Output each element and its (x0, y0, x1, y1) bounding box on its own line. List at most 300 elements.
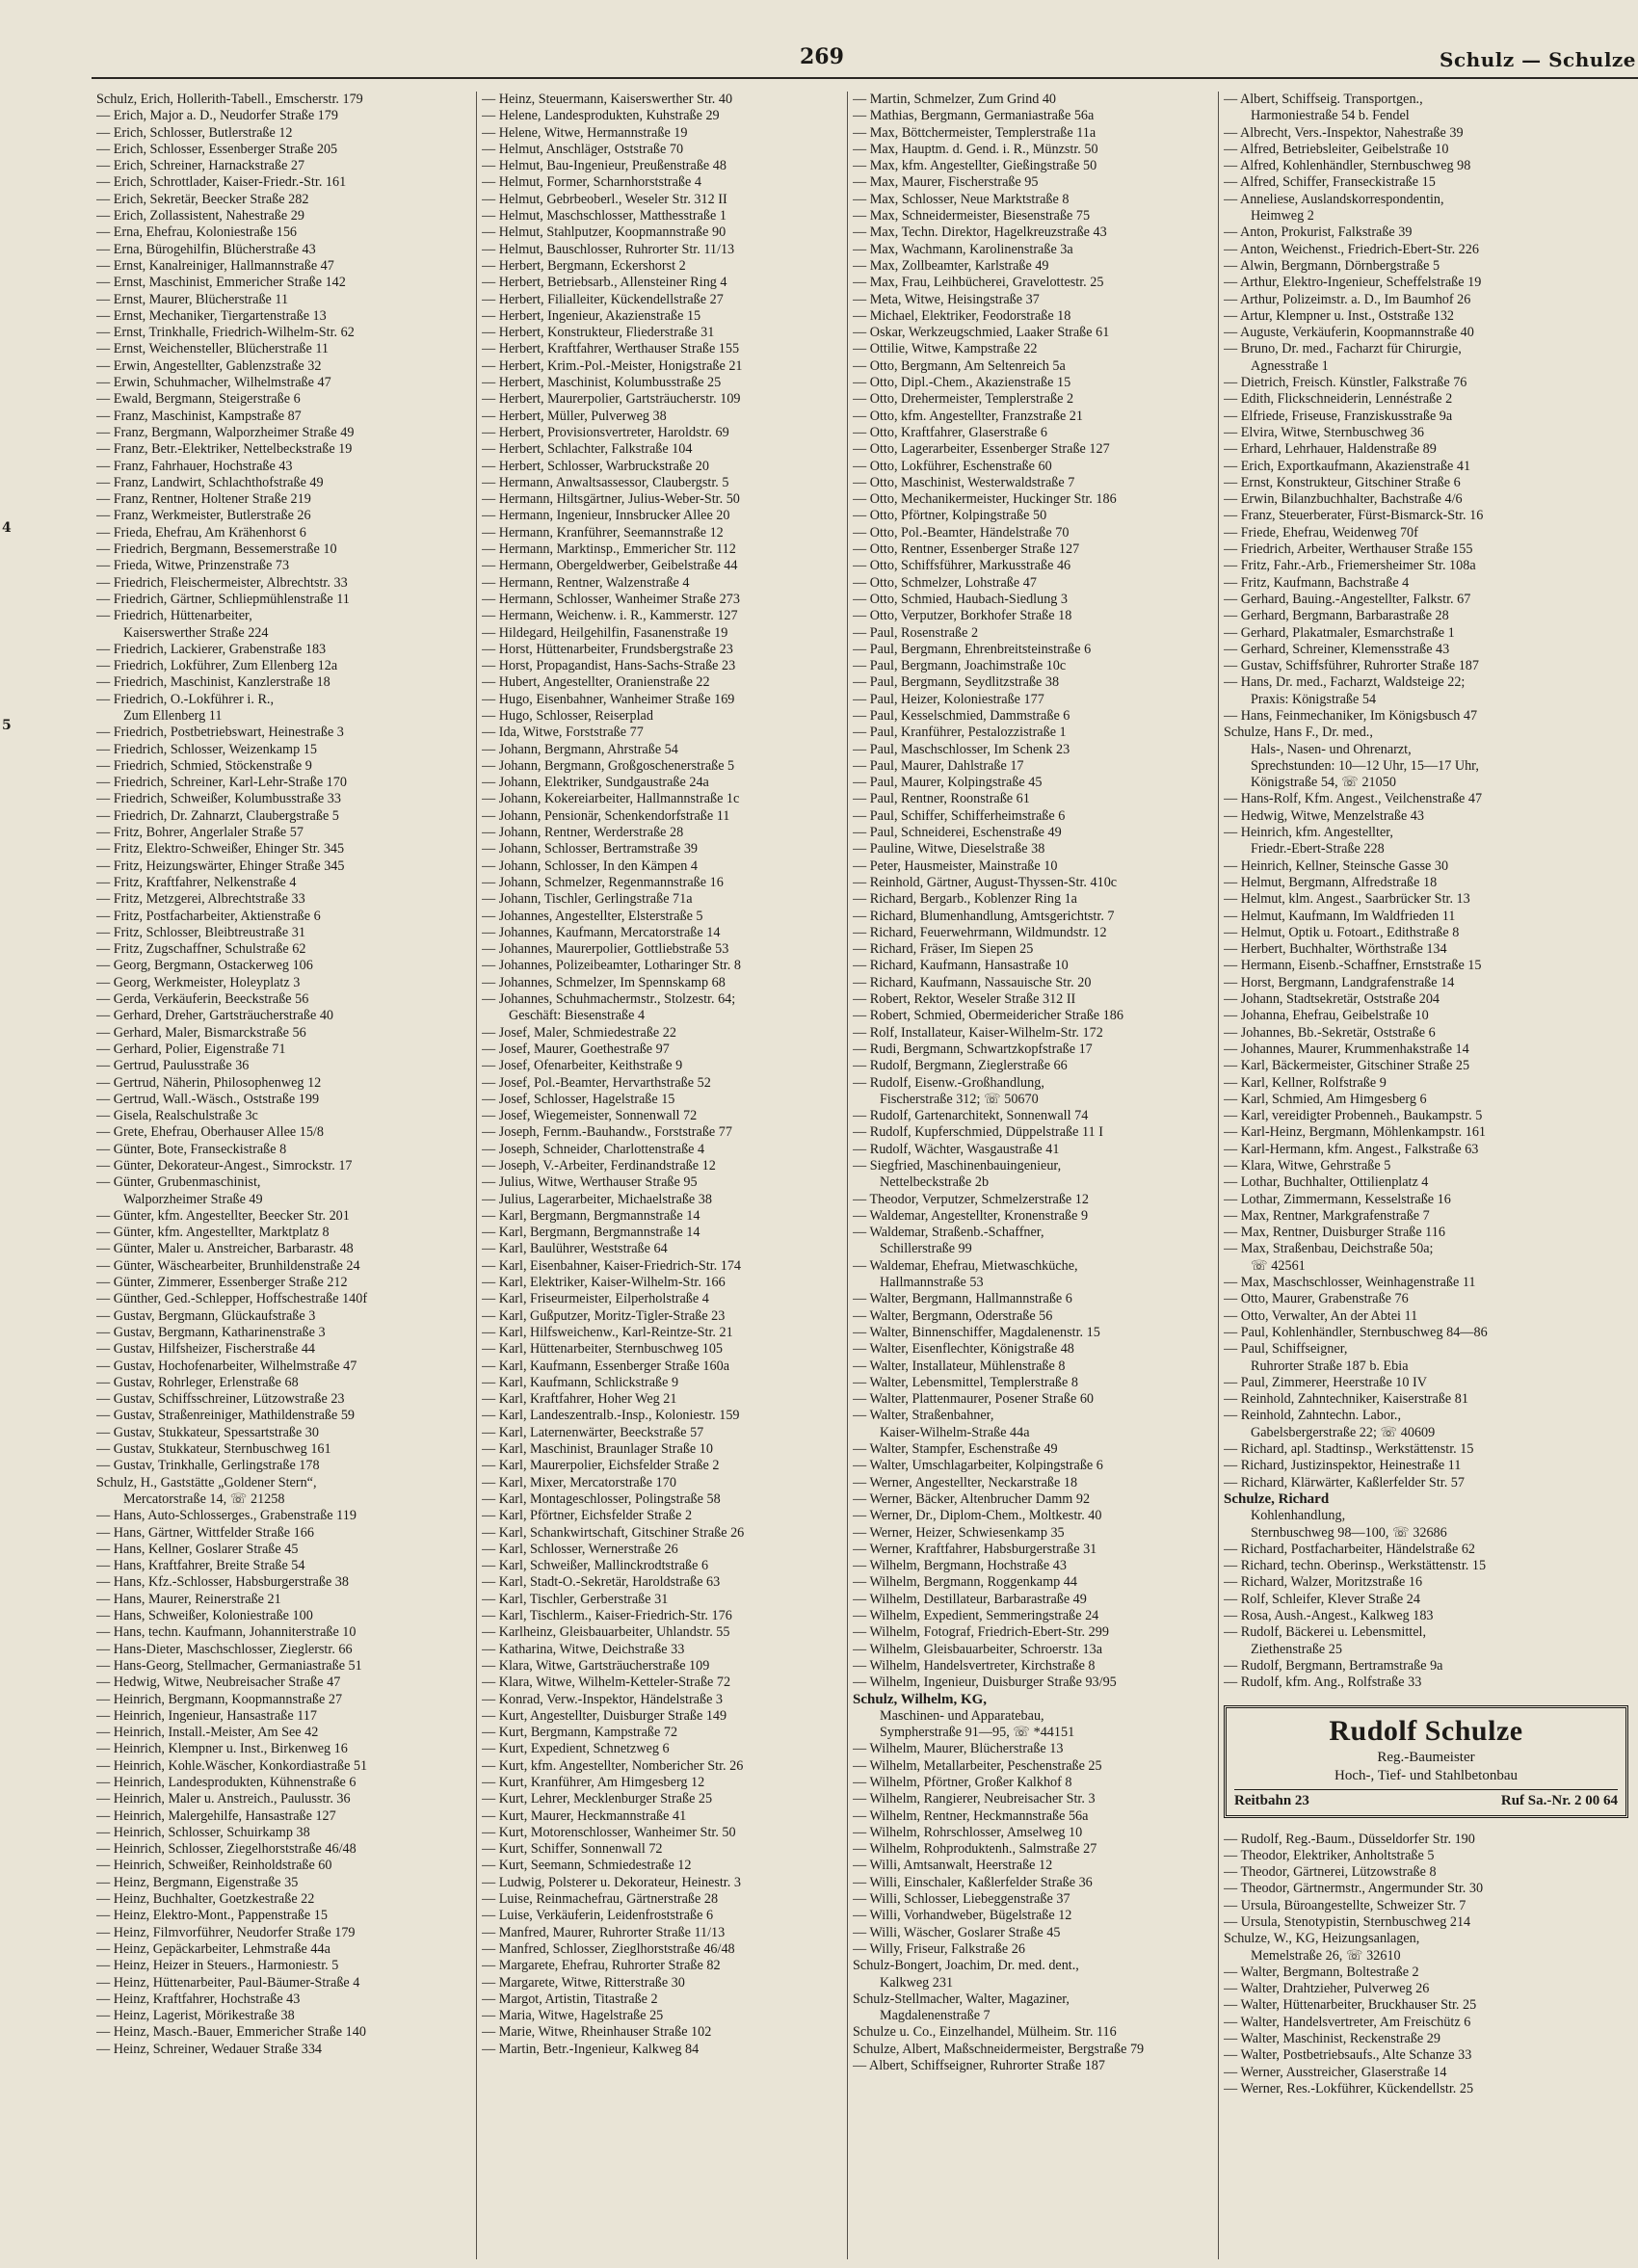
directory-entry: — Max, Hauptm. d. Gend. i. R., Münzstr. 50 (853, 141, 1098, 157)
directory-entry: Königstraße 54, ☏ 21050 (1251, 775, 1396, 791)
directory-entry: — Richard, apl. Stadtinsp., Werkstättenstr. 15 (1224, 1441, 1474, 1458)
directory-entry: — Helene, Witwe, Hermannstraße 19 (482, 124, 688, 141)
directory-entry: — Fritz, Fahr.-Arb., Friemersheimer Str. 108a (1224, 558, 1476, 574)
directory-entry: — Heinrich, Landesprodukten, Kühnenstraße 6 (96, 1774, 357, 1790)
directory-entry: — Paul, Rosenstraße 2 (853, 624, 979, 641)
directory-entry: — Werner, Dr., Diplom-Chem., Moltkestr. 40 (853, 1508, 1102, 1524)
directory-entry: — Heinrich, Maler u. Anstreich., Paulusstr. 36 (96, 1791, 351, 1807)
directory-entry: Geschäft: Biesenstraße 4 (509, 1008, 646, 1024)
directory-entry: — Rudolf, Gartenarchitekt, Sonnenwall 74 (853, 1108, 1089, 1124)
directory-entry: — Karl, Elektriker, Kaiser-Wilhelm-Str. 166 (482, 1275, 726, 1291)
directory-entry: — Theodor, Verputzer, Schmelzerstraße 12 (853, 1191, 1089, 1207)
directory-entry: — Reinhold, Gärtner, August-Thyssen-Str. 410c (853, 874, 1118, 890)
directory-entry: — Richard, Kaufmann, Nassauische Str. 20 (853, 974, 1092, 990)
directory-entry: — Gustav, Schiffsführer, Ruhrorter Straße 187 (1224, 658, 1479, 674)
directory-entry: — Helmut, Bau-Ingenieur, Preußenstraße 48 (482, 158, 727, 174)
directory-entry: — Karl, Kraftfahrer, Hoher Weg 21 (482, 1391, 677, 1408)
directory-entry: — Gustav, Bergmann, Katharinenstraße 3 (96, 1324, 326, 1340)
directory-entry: — Hans, Maurer, Reinerstraße 21 (96, 1591, 281, 1607)
directory-entry: — Ottilie, Witwe, Kampstraße 22 (853, 341, 1038, 357)
directory-entry: — Walter, Bergmann, Boltestraße 2 (1224, 1964, 1419, 1980)
directory-entry: — Walter, Postbetriebsaufs., Alte Schanze 33 (1224, 2047, 1472, 2064)
directory-entry: — Rudolf, Kupferschmied, Düppelstraße 11 I (853, 1124, 1103, 1141)
directory-column-3 (848, 92, 1219, 2259)
directory-entry: — Albert, Schiffseigner, Ruhrorter Straße 187 (853, 2058, 1105, 2074)
directory-entry: — Richard, techn. Oberinsp., Werkstättenstr. 15 (1224, 1558, 1487, 1574)
directory-entry: — Gustav, Hochofenarbeiter, Wilhelmstraße 47 (96, 1358, 357, 1374)
directory-entry: — Paul, Schiffer, Schifferheimstraße 6 (853, 807, 1066, 824)
directory-entry: — Otto, Rentner, Essenberger Straße 127 (853, 541, 1080, 558)
directory-entry: Ziethenstraße 25 (1251, 1641, 1342, 1657)
directory-entry: — Heinrich, Bergmann, Koopmannstraße 27 (96, 1691, 343, 1707)
directory-entry: — Waldemar, Angestellter, Kronenstraße 9 (853, 1207, 1089, 1224)
directory-entry: — Edith, Flickschneiderin, Lennéstraße 2 (1224, 391, 1453, 408)
directory-entry: — Johann, Bergmann, Ahrstraße 54 (482, 741, 678, 757)
directory-entry: — Gustav, Bergmann, Glückaufstraße 3 (96, 1307, 316, 1324)
directory-entry: Memelstraße 26, ☏ 32610 (1251, 1947, 1401, 1964)
directory-entry: — Dietrich, Freisch. Künstler, Falkstraße 76 (1224, 375, 1467, 391)
directory-entry: — Paul, Bergmann, Ehrenbreitsteinstraße 6 (853, 641, 1092, 657)
directory-entry: — Rudolf, Bergmann, Bertramstraße 9a (1224, 1657, 1443, 1674)
ad-services: Hoch-, Tief- und Stahlbetonbau (1334, 1767, 1518, 1783)
directory-entry: — Wilhelm, Gleisbauarbeiter, Schroerstr. 13a (853, 1641, 1103, 1657)
directory-entry: — Hugo, Schlosser, Reiserplad (482, 707, 653, 724)
directory-entry: — Johann, Rentner, Werderstraße 28 (482, 825, 684, 841)
directory-entry: — Franz, Bergmann, Walporzheimer Straße 49 (96, 424, 355, 440)
directory-entry: — Günter, kfm. Angestellter, Marktplatz 8 (96, 1225, 330, 1241)
directory-entry: — Willi, Amtsanwalt, Heerstraße 12 (853, 1858, 1053, 1874)
directory-entry: — Herbert, Provisionsvertreter, Haroldstr. 69 (482, 424, 729, 440)
directory-entry: — Werner, Bäcker, Altenbrucher Damm 92 (853, 1490, 1091, 1507)
directory-entry: — Kurt, Seemann, Schmiedestraße 12 (482, 1858, 692, 1874)
directory-entry: — Hubert, Angestellter, Oranienstraße 22 (482, 674, 710, 691)
directory-entry: Schulze u. Co., Einzelhandel, Mülheim. Str. 116 (853, 2024, 1117, 2041)
directory-entry: — Johannes, Polizeibeamter, Lotharinger Str. 8 (482, 958, 741, 974)
directory-entry: — Hermann, Obergeldwerber, Geibelstraße 44 (482, 558, 738, 574)
directory-entry: — Josef, Wiegemeister, Sonnenwall 72 (482, 1108, 698, 1124)
directory-entry: — Hermann, Eisenb.-Schaffner, Ernststraße 15 (1224, 958, 1482, 974)
directory-entry: — Erich, Zollassistent, Nahestraße 29 (96, 208, 304, 224)
directory-entry: — Heinrich, Schweißer, Reinholdstraße 60 (96, 1858, 332, 1874)
directory-entry: — Gerhard, Dreher, Gartsträucherstraße 40 (96, 1008, 334, 1024)
directory-entry: — Johann, Bergmann, Großgoschenerstraße 5 (482, 757, 735, 774)
directory-entry: — Johannes, Kaufmann, Mercatorstraße 14 (482, 924, 721, 940)
directory-entry: — Gustav, Stukkateur, Sternbuschweg 161 (96, 1441, 331, 1458)
directory-entry: — Heinz, Filmvorführer, Neudorfer Straße 179 (96, 1924, 356, 1940)
directory-entry: — Josef, Ofenarbeiter, Keithstraße 9 (482, 1058, 683, 1074)
directory-entry: — Kurt, Expedient, Schnetzweg 6 (482, 1741, 670, 1757)
directory-entry: — Theodor, Elektriker, Anholtstraße 5 (1224, 1847, 1435, 1863)
directory-entry: Kaiser-Wilhelm-Straße 44a (880, 1424, 1030, 1440)
directory-entry: — Wilhelm, Maurer, Blücherstraße 13 (853, 1741, 1064, 1757)
directory-entry: — Waldemar, Straßenb.-Schaffner, (853, 1225, 1044, 1241)
directory-entry: — Richard, Bergarb., Koblenzer Ring 1a (853, 891, 1077, 908)
directory-entry: — Otto, Bergmann, Am Seltenreich 5a (853, 357, 1066, 374)
directory-entry: — Heinz, Masch.-Bauer, Emmericher Straße 140 (96, 2024, 366, 2041)
directory-entry: — Richard, Feuerwehrmann, Wildmundstr. 12 (853, 924, 1107, 940)
directory-entry: — Klara, Witwe, Wilhelm-Ketteler-Straße 72 (482, 1675, 731, 1691)
directory-entry: — Herbert, Filialleiter, Kückendellstraße 27 (482, 291, 724, 307)
directory-entry: — Paul, Rentner, Roonstraße 61 (853, 791, 1030, 807)
directory-entry: — Artur, Klempner u. Inst., Oststraße 132 (1224, 307, 1455, 324)
directory-entry: — Friedrich, Gärtner, Schliepmühlenstraße 11 (96, 591, 350, 607)
directory-entry: — Wilhelm, Bergmann, Hochstraße 43 (853, 1558, 1067, 1574)
directory-entry: — Otto, kfm. Angestellter, Franzstraße 21 (853, 408, 1083, 424)
directory-entry: — Helmut, Optik u. Fotoart., Edithstraße 8 (1224, 924, 1460, 940)
directory-entry: — Wilhelm, Rangierer, Neubreisacher Str. 3 (853, 1791, 1096, 1807)
directory-entry: — Hermann, Anwaltsassessor, Claubergstr. 5 (482, 474, 729, 490)
directory-entry: — Kurt, Bergmann, Kampstraße 72 (482, 1725, 678, 1741)
directory-entry: — Richard, Klärwärter, Kaßlerfelder Str. 57 (1224, 1474, 1465, 1490)
directory-entry: — Erwin, Schuhmacher, Wilhelmstraße 47 (96, 375, 331, 391)
directory-entry: — Max, Schlosser, Neue Marktstraße 8 (853, 191, 1070, 207)
directory-entry: — Heinz, Buchhalter, Goetzkestraße 22 (96, 1891, 315, 1908)
directory-entry: — Karl-Hermann, kfm. Angest., Falkstraße 63 (1224, 1141, 1479, 1157)
directory-entry: — Karl, Maurerpolier, Eichsfelder Straße 2 (482, 1458, 720, 1474)
directory-entry: — Richard, Kaufmann, Hansastraße 10 (853, 958, 1069, 974)
directory-entry: — Heinz, Schreiner, Wedauer Straße 334 (96, 2041, 323, 2057)
directory-entry: — Lothar, Buchhalter, Ottilienplatz 4 (1224, 1174, 1429, 1191)
directory-entry: — Albrecht, Vers.-Inspektor, Nahestraße 39 (1224, 124, 1464, 141)
directory-entry: — Hugo, Eisenbahner, Wanheimer Straße 169 (482, 691, 735, 707)
directory-entry: — Walter, Binnenschiffer, Magdalenenstr. 15 (853, 1324, 1100, 1340)
directory-entry: — Mathias, Bergmann, Germaniastraße 56a (853, 108, 1095, 124)
directory-entry: — Theodor, Gärtnerei, Lützowstraße 8 (1224, 1864, 1437, 1881)
ad-address: Reitbahn 23 (1234, 1792, 1309, 1808)
directory-entry: Mercatorstraße 14, ☏ 21258 (123, 1490, 285, 1507)
directory-entry: Ruhrorter Straße 187 b. Ebia (1251, 1358, 1409, 1374)
directory-entry: — Willy, Friseur, Falkstraße 26 (853, 1940, 1025, 1957)
directory-entry: — Werner, Kraftfahrer, Habsburgerstraße 31 (853, 1541, 1097, 1557)
directory-entry: — Rudolf, kfm. Ang., Rolfstraße 33 (1224, 1675, 1422, 1691)
directory-entry: — Gerhard, Schreiner, Klemensstraße 43 (1224, 641, 1450, 657)
directory-entry: — Friedrich, Lokführer, Zum Ellenberg 12a (96, 658, 338, 674)
directory-entry: — Helmut, klm. Angest., Saarbrücker Str. 13 (1224, 891, 1470, 908)
directory-entry: Schulz-Bongert, Joachim, Dr. med. dent., (853, 1958, 1079, 1974)
directory-entry: — Fritz, Metzgerei, Albrechtstraße 33 (96, 891, 305, 908)
directory-entry: — Gustav, Trinkhalle, Gerlingstraße 178 (96, 1458, 320, 1474)
directory-entry: — Friedrich, Arbeiter, Werthauser Straße 155 (1224, 541, 1473, 558)
directory-entry: — Friedrich, Dr. Zahnarzt, Claubergstraße 5 (96, 807, 339, 824)
directory-entry: — Joseph, Fernm.-Bauhandw., Forststraße 77 (482, 1124, 732, 1141)
directory-entry: — Paul, Kranführer, Pestalozzistraße 1 (853, 725, 1067, 741)
directory-entry: — Paul, Bergmann, Joachimstraße 10c (853, 658, 1067, 674)
directory-entry: — Rudolf, Bergmann, Zieglerstraße 66 (853, 1058, 1068, 1074)
directory-entry: — Alwin, Bergmann, Dörnbergstraße 5 (1224, 257, 1440, 274)
directory-entry: — Gertrud, Näherin, Philosophenweg 12 (96, 1074, 322, 1091)
directory-entry: Praxis: Königstraße 54 (1251, 691, 1377, 707)
directory-entry: — Walter, Maschinist, Reckenstraße 29 (1224, 2031, 1440, 2047)
directory-entry: — Max, Schneidermeister, Biesenstraße 75 (853, 208, 1091, 224)
directory-entry: — Hans, Dr. med., Facharzt, Waldsteige 22; (1224, 674, 1466, 691)
directory-entry: — Kurt, Lehrer, Mecklenburger Straße 25 (482, 1791, 713, 1807)
directory-entry: — Michael, Elektriker, Feodorstraße 18 (853, 307, 1071, 324)
directory-entry: Schulz-Stellmacher, Walter, Magaziner, (853, 1991, 1070, 2007)
directory-entry: — Friedrich, Schlosser, Weizenkamp 15 (96, 741, 317, 757)
directory-entry: — Karl, Pförtner, Eichsfelder Straße 2 (482, 1508, 693, 1524)
directory-entry: — Heinrich, Ingenieur, Hansastraße 117 (96, 1707, 317, 1724)
directory-entry: — Ernst, Maurer, Blücherstraße 11 (96, 291, 289, 307)
directory-entry: — Herbert, Ingenieur, Akazienstraße 15 (482, 307, 701, 324)
directory-entry: — Johann, Stadtsekretär, Oststraße 204 (1224, 991, 1440, 1008)
directory-entry: Agnesstraße 1 (1251, 357, 1329, 374)
directory-entry: — Meta, Witwe, Heisingstraße 37 (853, 291, 1040, 307)
directory-entry: — Richard, Blumenhandlung, Amtsgerichtstr. 7 (853, 908, 1115, 924)
directory-entry: — Johann, Tischler, Gerlingstraße 71a (482, 891, 693, 908)
directory-entry: Schillerstraße 99 (880, 1241, 972, 1257)
directory-entry: — Johannes, Angestellter, Elsterstraße 5 (482, 908, 703, 924)
directory-entry: — Otto, Verwalter, An der Abtei 11 (1224, 1307, 1418, 1324)
directory-entry: — Max, Techn. Direktor, Hagelkreuzstraße 43 (853, 224, 1107, 241)
directory-entry: — Hans, Kraftfahrer, Breite Straße 54 (96, 1558, 305, 1574)
directory-entry: — Karl, Schlosser, Wernerstraße 26 (482, 1541, 678, 1557)
directory-entry: — Hermann, Ingenieur, Innsbrucker Allee 20 (482, 508, 730, 524)
directory-entry: — Friedrich, Schmied, Stöckenstraße 9 (96, 757, 312, 774)
directory-entry: — Johann, Elektriker, Sundgaustraße 24a (482, 775, 709, 791)
directory-entry: — Gertrud, Wall.-Wäsch., Oststraße 199 (96, 1091, 320, 1107)
directory-entry: — Arthur, Polizeimstr. a. D., Im Baumhof 26 (1224, 291, 1471, 307)
directory-entry: Kohlenhandlung, (1251, 1508, 1346, 1524)
directory-entry: — Ernst, Mechaniker, Tiergartenstraße 13 (96, 307, 327, 324)
directory-entry: — Karl, Maschinist, Braunlager Straße 10 (482, 1441, 713, 1458)
directory-entry: — Erich, Schrottlader, Kaiser-Friedr.-Str. 161 (96, 174, 347, 191)
directory-column-1 (92, 92, 477, 2259)
directory-entry: — Otto, Kraftfahrer, Glaserstraße 6 (853, 424, 1047, 440)
directory-entry: — Franz, Rentner, Holtener Straße 219 (96, 491, 311, 508)
directory-entry: — Gustav, Straßenreiniger, Mathildenstraße 59 (96, 1408, 356, 1424)
directory-entry: — Otto, Maschinist, Westerwaldstraße 7 (853, 474, 1075, 490)
directory-entry: — Fritz, Kaufmann, Bachstraße 4 (1224, 574, 1410, 591)
directory-entry: Schulze, Richard (1224, 1490, 1330, 1507)
directory-entry: — Johannes, Schuhmachermstr., Stolzestr. 64; (482, 991, 736, 1008)
directory-entry: — Heinrich, Kellner, Steinsche Gasse 30 (1224, 857, 1449, 874)
directory-entry: — Rudolf, Bäckerei u. Lebensmittel, (1224, 1624, 1426, 1641)
directory-entry: — Karl, Bergmann, Bergmannstraße 14 (482, 1225, 700, 1241)
directory-entry: — Erich, Schlosser, Butlerstraße 12 (96, 124, 293, 141)
directory-entry: — Helmut, Kaufmann, Im Waldfrieden 11 (1224, 908, 1456, 924)
directory-entry: — Karlheinz, Gleisbauarbeiter, Uhlandstr. 55 (482, 1624, 730, 1641)
directory-entry: Schulze, Albert, Maßschneidermeister, Bergstraße 79 (853, 2041, 1145, 2057)
directory-entry: — Heinrich, Kohle.Wäscher, Konkordiastraße 51 (96, 1757, 368, 1774)
directory-entry: Walporzheimer Straße 49 (123, 1191, 263, 1207)
directory-entry: — Karl, Tischler, Gerberstraße 31 (482, 1591, 669, 1607)
margin-mark: 5 (2, 718, 12, 733)
directory-entry: — Erich, Major a. D., Neudorfer Straße 179 (96, 108, 338, 124)
directory-entry: — Günter, Grubenmaschinist, (96, 1174, 261, 1191)
directory-entry: — Robert, Rektor, Weseler Straße 312 II (853, 991, 1076, 1008)
directory-entry: — Hildegard, Heilgehilfin, Fasanenstraße 19 (482, 624, 728, 641)
directory-entry: — Willi, Wäscher, Goslarer Straße 45 (853, 1924, 1061, 1940)
directory-entry: — Manfred, Maurer, Ruhrorter Straße 11/13 (482, 1924, 726, 1940)
directory-entry: — Ludwig, Polsterer u. Dekorateur, Heinestr. 3 (482, 1874, 741, 1890)
directory-entry: — Fritz, Kraftfahrer, Nelkenstraße 4 (96, 874, 297, 890)
directory-entry: — Max, Frau, Leihbücherei, Gravelottestr. 25 (853, 275, 1104, 291)
directory-entry: — Max, Maurer, Fischerstraße 95 (853, 174, 1039, 191)
directory-entry: — Ernst, Weichensteller, Blücherstraße 11 (96, 341, 329, 357)
directory-entry: — Willi, Vorhandweber, Bügelstraße 12 (853, 1908, 1072, 1924)
directory-entry: — Karl, Bergmann, Bergmannstraße 14 (482, 1207, 700, 1224)
directory-entry: — Klara, Witwe, Gehrstraße 5 (1224, 1158, 1391, 1174)
directory-entry: — Karl, Hilfsweichenw., Karl-Reintze-Str. 21 (482, 1324, 733, 1340)
directory-entry: — Josef, Schlosser, Hagelstraße 15 (482, 1091, 675, 1107)
directory-entry: Magdalenenstraße 7 (880, 2008, 991, 2024)
directory-entry: — Rosa, Aush.-Angest., Kalkweg 183 (1224, 1608, 1434, 1624)
directory-entry: — Karl, Gußputzer, Moritz-Tigler-Straße 23 (482, 1307, 726, 1324)
directory-entry: — Heinz, Hüttenarbeiter, Paul-Bäumer-Straße 4 (96, 1974, 360, 1991)
directory-entry: — Herbert, Bergmann, Eckershorst 2 (482, 257, 686, 274)
directory-entry: — Richard, Walzer, Moritzstraße 16 (1224, 1574, 1423, 1591)
directory-entry: — Paul, Kohlenhändler, Sternbuschweg 84—86 (1224, 1324, 1488, 1340)
directory-entry: — Heinz, Bergmann, Eigenstraße 35 (96, 1874, 299, 1890)
directory-entry: — Erna, Bürogehilfin, Blücherstraße 43 (96, 241, 316, 257)
directory-entry: — Johann, Schmelzer, Regenmannstraße 16 (482, 874, 724, 890)
directory-entry: — Werner, Angestellter, Neckarstraße 18 (853, 1474, 1078, 1490)
directory-entry: — Heinz, Kraftfahrer, Hochstraße 43 (96, 1991, 301, 2007)
directory-entry: — Friedrich, Maschinist, Kanzlerstraße 18 (96, 674, 330, 691)
directory-entry: — Johanna, Ehefrau, Geibelstraße 10 (1224, 1008, 1429, 1024)
directory-entry: — Karl, Schmied, Am Himgesberg 6 (1224, 1091, 1427, 1107)
directory-entry: — Friedrich, Hüttenarbeiter, (96, 608, 252, 624)
directory-entry: — Kurt, Schiffer, Sonnenwall 72 (482, 1841, 663, 1858)
ad-phone: Ruf Sa.-Nr. 2 00 64 (1500, 1792, 1618, 1808)
directory-entry: Heimweg 2 (1251, 208, 1314, 224)
directory-entry: — Fritz, Postfacharbeiter, Aktienstraße 6 (96, 908, 321, 924)
directory-entry: — Kurt, Angestellter, Duisburger Straße 149 (482, 1707, 727, 1724)
directory-entry: — Franz, Landwirt, Schlachthofstraße 49 (96, 474, 324, 490)
directory-entry: — Elfriede, Friseuse, Franziskusstraße 9a (1224, 408, 1453, 424)
directory-entry: Schulze, W., KG, Heizungsanlagen, (1224, 1931, 1420, 1947)
directory-entry: — Walter, Stampfer, Eschenstraße 49 (853, 1441, 1058, 1458)
directory-entry: — Franz, Betr.-Elektriker, Nettelbeckstraße 19 (96, 441, 353, 458)
directory-entry: — Gerhard, Plakatmaler, Esmarchstraße 1 (1224, 624, 1455, 641)
directory-entry: Hals-, Nasen- und Ohrenarzt, (1251, 741, 1412, 757)
directory-entry: — Otto, Schmelzer, Lohstraße 47 (853, 574, 1037, 591)
directory-entry: — Ursula, Büroangestellte, Schweizer Str. 7 (1224, 1897, 1466, 1913)
directory-entry: — Erwin, Angestellter, Gablenzstraße 32 (96, 357, 322, 374)
directory-entry: — Waldemar, Ehefrau, Mietwaschküche, (853, 1257, 1078, 1274)
directory-entry: — Georg, Bergmann, Ostackerweg 106 (96, 958, 313, 974)
directory-entry: — Rudolf, Reg.-Baum., Düsseldorfer Str. 190 (1224, 1831, 1475, 1847)
directory-entry: — Richard, Postfacharbeiter, Händelstraße 62 (1224, 1541, 1476, 1557)
directory-entry: Harmoniestraße 54 b. Fendel (1251, 108, 1410, 124)
directory-entry: — Herbert, Buchhalter, Wörthstraße 134 (1224, 941, 1447, 958)
directory-entry: — Paul, Maschschlosser, Im Schenk 23 (853, 741, 1070, 757)
directory-entry: — Theodor, Gärtnermstr., Angermunder Str. 30 (1224, 1881, 1484, 1897)
directory-entry: — Fritz, Zugschaffner, Schulstraße 62 (96, 941, 306, 958)
directory-entry: — Hans, Auto-Schlosserges., Grabenstraße 119 (96, 1508, 357, 1524)
directory-entry: — Friedrich, Schreiner, Karl-Lehr-Straße 170 (96, 775, 347, 791)
directory-entry: — Hans, Kellner, Goslarer Straße 45 (96, 1541, 299, 1557)
directory-entry: — Heinrich, kfm. Angestellter, (1224, 825, 1393, 841)
directory-entry: — Albert, Schiffseig. Transportgen., (1224, 92, 1423, 107)
margin-mark: 4 (2, 520, 12, 536)
directory-entry: — Alfred, Kohlenhändler, Sternbuschweg 98 (1224, 158, 1471, 174)
directory-entry: — Reinhold, Zahntechn. Labor., (1224, 1408, 1402, 1424)
directory-entry: — Hans, techn. Kaufmann, Johanniterstraße 10 (96, 1624, 357, 1641)
directory-entry: — Walter, Handelsvertreter, Am Freischütz 6 (1224, 2014, 1471, 2030)
directory-entry: — Friedrich, Bergmann, Bessemerstraße 10 (96, 541, 337, 558)
directory-entry: — Herbert, Maschinist, Kolumbusstraße 25 (482, 375, 722, 391)
directory-entry: — Werner, Res.-Lokführer, Kückendellstr. 25 (1224, 2080, 1474, 2097)
directory-entry: — Walter, Bergmann, Hallmannstraße 6 (853, 1291, 1072, 1307)
directory-entry: Schulz, H., Gaststätte „Goldener Stern“, (96, 1474, 317, 1490)
ad-company-name: Rudolf Schulze (1329, 1714, 1523, 1747)
directory-entry: — Walter, Installateur, Mühlenstraße 8 (853, 1358, 1066, 1374)
directory-entry: — Helene, Landesprodukten, Kuhstraße 29 (482, 108, 720, 124)
directory-entry: — Gustav, Schiffsschreiner, Lützowstraße 23 (96, 1391, 345, 1408)
directory-entry: — Wilhelm, Fotograf, Friedrich-Ebert-Str. 299 (853, 1624, 1109, 1641)
directory-entry: — Lothar, Zimmermann, Kesselstraße 16 (1224, 1191, 1451, 1207)
directory-entry: — Franz, Steuerberater, Fürst-Bismarck-Str. 16 (1224, 508, 1484, 524)
directory-entry: — Rolf, Installateur, Kaiser-Wilhelm-Str. 172 (853, 1024, 1103, 1041)
directory-entry: — Johann, Pensionär, Schenkendorfstraße 11 (482, 807, 730, 824)
directory-entry: — Oskar, Werkzeugschmied, Laaker Straße 61 (853, 325, 1110, 341)
advertisement-box (1224, 1705, 1628, 1818)
directory-entry: — Hans, Gärtner, Wittfelder Straße 166 (96, 1524, 314, 1541)
directory-entry: — Otto, Schiffsführer, Markusstraße 46 (853, 558, 1071, 574)
directory-entry: — Max, Böttchermeister, Templerstraße 11a (853, 124, 1096, 141)
directory-entry: — Hermann, Marktinsp., Emmericher Str. 112 (482, 541, 736, 558)
directory-entry: — Heinrich, Schlosser, Ziegelhorststraße 46/48 (96, 1841, 357, 1858)
directory-entry: Hallmannstraße 53 (880, 1275, 984, 1291)
page-header (0, 0, 1638, 87)
directory-entry: — Johannes, Schmelzer, Im Spennskamp 68 (482, 974, 726, 990)
directory-entry: — Helmut, Maschschlosser, Matthesstraße 1 (482, 208, 727, 224)
directory-entry: — Willi, Schlosser, Liebeggenstraße 37 (853, 1891, 1070, 1908)
directory-entry: — Ernst, Kanalreiniger, Hallmannstraße 47 (96, 257, 334, 274)
directory-entry: — Gisela, Realschulstraße 3c (96, 1108, 258, 1124)
directory-entry: — Max, kfm. Angestellter, Gießingstraße 50 (853, 158, 1097, 174)
directory-entry: — Karl, Hüttenarbeiter, Sternbuschweg 105 (482, 1341, 724, 1358)
directory-entry: Fischerstraße 312; ☏ 50670 (880, 1091, 1039, 1107)
directory-entry: — Willi, Einschaler, Kaßlerfelder Straße 36 (853, 1874, 1093, 1890)
directory-column-2 (477, 92, 848, 2259)
directory-entry: — Arthur, Elektro-Ingenieur, Scheffelstraße 19 (1224, 275, 1482, 291)
directory-entry: Friedr.-Ebert-Straße 228 (1251, 841, 1385, 857)
directory-entry: — Martin, Betr.-Ingenieur, Kalkweg 84 (482, 2041, 700, 2057)
directory-entry: — Martin, Schmelzer, Zum Grind 40 (853, 92, 1057, 107)
directory-entry: — Julius, Lagerarbeiter, Michaelstraße 38 (482, 1191, 712, 1207)
directory-entry: — Josef, Pol.-Beamter, Hervarthstraße 52 (482, 1074, 711, 1091)
directory-entry: — Karl, Schankwirtschaft, Gitschiner Straße 26 (482, 1524, 745, 1541)
directory-entry: — Karl-Heinz, Bergmann, Möhlenkampstr. 161 (1224, 1124, 1487, 1141)
directory-entry: — Johann, Kokereiarbeiter, Hallmannstraße 1c (482, 791, 740, 807)
directory-entry: — Frieda, Witwe, Prinzenstraße 73 (96, 558, 290, 574)
directory-entry: — Paul, Zimmerer, Heerstraße 10 IV (1224, 1374, 1427, 1390)
directory-entry: — Herbert, Kraftfahrer, Werthauser Straße 155 (482, 341, 740, 357)
directory-entry: — Kurt, Motorenschlosser, Wanheimer Str. 50 (482, 1824, 736, 1840)
directory-entry: — Gustav, Hilfsheizer, Fischerstraße 44 (96, 1341, 316, 1358)
directory-entry: — Heinz, Elektro-Mont., Pappenstraße 15 (96, 1908, 328, 1924)
directory-entry: — Paul, Maurer, Dahlstraße 17 (853, 757, 1024, 774)
directory-entry: — Helmut, Bergmann, Alfredstraße 18 (1224, 874, 1438, 890)
directory-entry: — Frieda, Ehefrau, Am Krähenhorst 6 (96, 524, 306, 541)
directory-entry: — Karl, Tischlerm., Kaiser-Friedrich-Str. 176 (482, 1608, 732, 1624)
directory-entry: — Franz, Fahrhauer, Hochstraße 43 (96, 458, 293, 474)
directory-entry: — Karl, Mixer, Mercatorstraße 170 (482, 1474, 676, 1490)
directory-entry: — Robert, Schmied, Obermeidericher Straße 186 (853, 1008, 1123, 1024)
directory-entry: — Günter, kfm. Angestellter, Beecker Str. 201 (96, 1207, 350, 1224)
directory-entry: — Friede, Ehefrau, Weidenweg 70f (1224, 524, 1418, 541)
directory-entry: — Walter, Eisenflechter, Königstraße 48 (853, 1341, 1074, 1358)
directory-entry: — Hans, Feinmechaniker, Im Königsbusch 47 (1224, 707, 1478, 724)
directory-entry: — Paul, Schiffseigner, (1224, 1341, 1348, 1358)
directory-entry: — Hans, Schweißer, Koloniestraße 100 (96, 1608, 313, 1624)
directory-entry: Sprechstunden: 10—12 Uhr, 15—17 Uhr, (1251, 757, 1479, 774)
directory-entry: — Walter, Plattenmaurer, Posener Straße 60 (853, 1391, 1095, 1408)
directory-entry: Kalkweg 231 (880, 1974, 954, 1991)
directory-entry: — Wilhelm, Pförtner, Großer Kalkhof 8 (853, 1774, 1072, 1790)
